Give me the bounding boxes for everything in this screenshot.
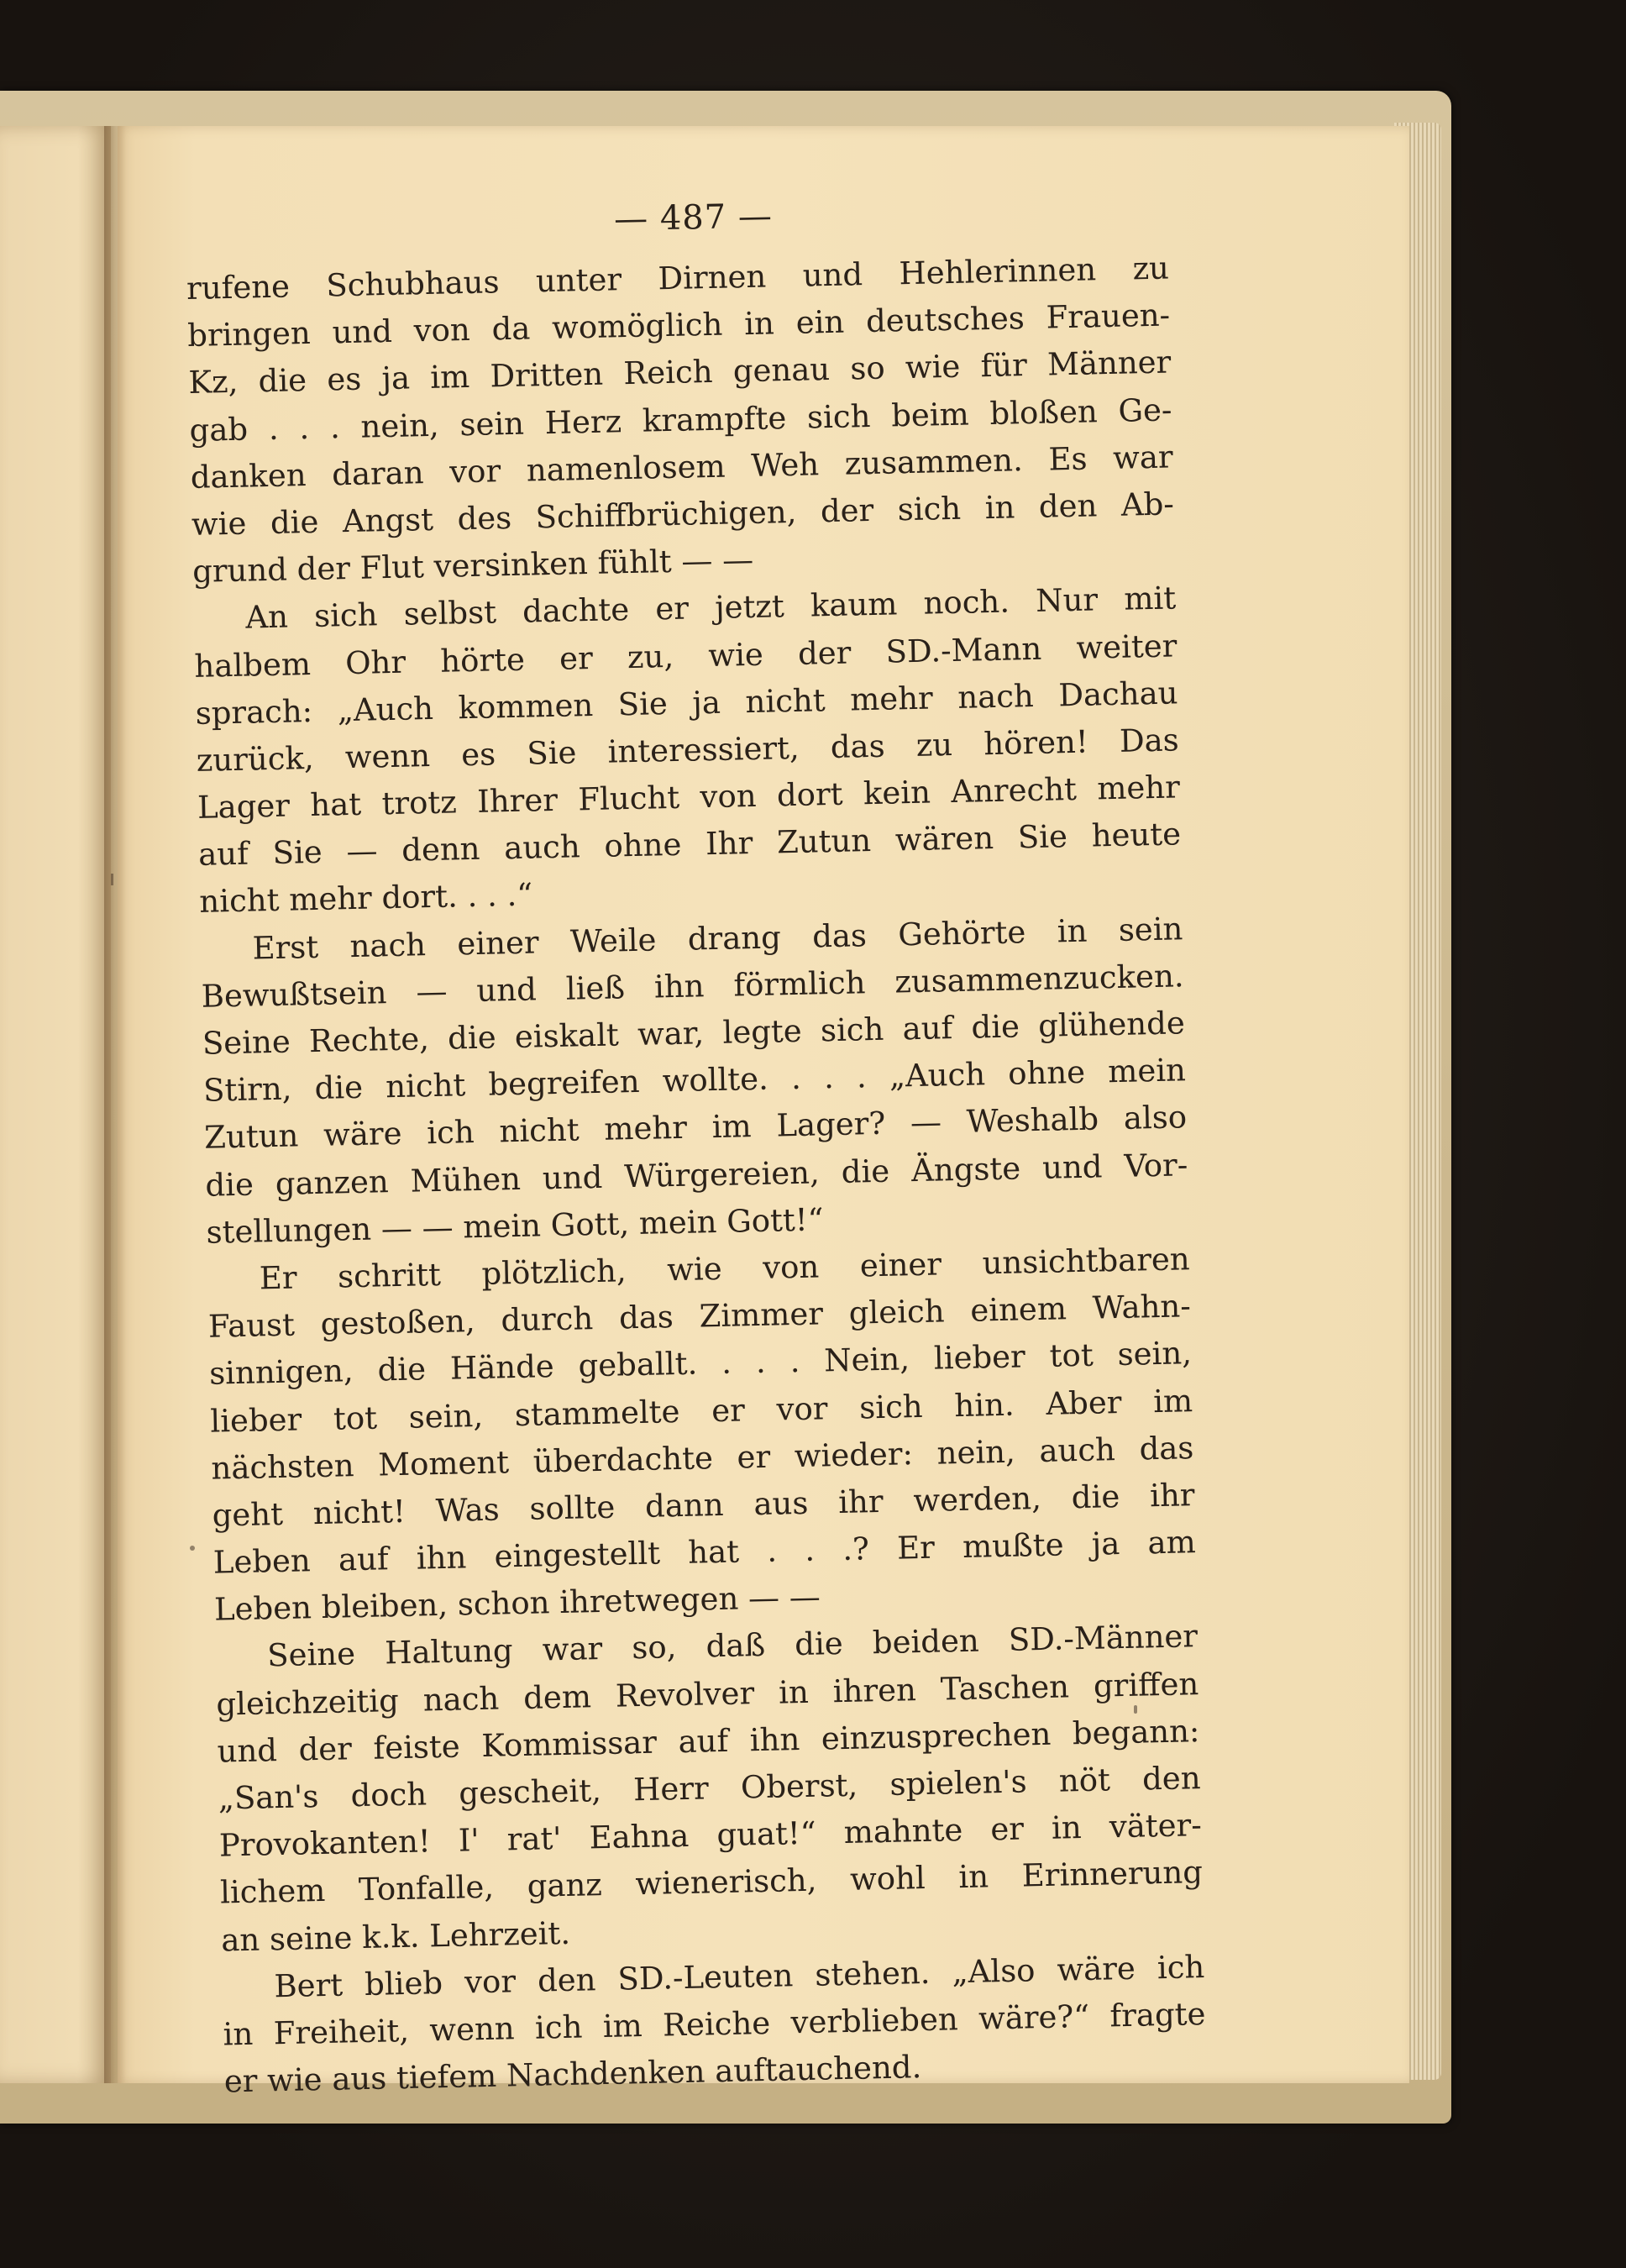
text-line: Zutun wäre ich nicht mehr im Lager? — Weshalb also [203,1099,1188,1157]
text-line: Bewußtsein — und ließ ihn förmlich zusammenzucken. [201,958,1184,1015]
text-line: Seine Haltung war so, daß die beiden SD.-Männer [266,1618,1199,1674]
text-line: Stirn, die nicht begreifen wollte. . . . „Auch ohne mein [202,1052,1187,1109]
page-number: — 487 — [613,197,774,239]
text-line: Leben bleiben, schon ihretwegen — — [213,1578,821,1628]
text-line: Provokanten! I' rat' Eahna guat!“ mahnte er in väter- [218,1807,1203,1864]
text-line: die ganzen Mühen und Würgereien, die Ängste und Vor- [205,1146,1188,1204]
page-text-block [185,182,1207,2105]
text-line: lieber tot sein, stammelte er vor sich hin. Aber im [209,1382,1193,1440]
text-line: grund der Flut versinken fühlt — — [191,542,754,591]
text-line: zurück, wenn es Sie interessiert, das zu hören! Das [196,722,1180,779]
text-line: und der feiste Kommissar auf ihn einzusprechen begann: [217,1712,1200,1770]
book-gutter [104,126,126,2083]
text-line: halbem Ohr hörte er zu, wie der SD.-Mann weiter [194,627,1178,685]
text-line: in Freiheit, wenn ich im Reiche verblieben wäre?“ fragte [223,1995,1206,2053]
text-line: wie die Angst des Schiffbrüchigen, der sich in den Ab- [191,486,1175,543]
text-line: rufene Schubhaus unter Dirnen und Hehlerinnen zu [186,249,1170,307]
text-line: Lager hat trotz Ihrer Flucht von dort kein Anrecht mehr [197,769,1181,826]
body-text [186,244,1208,2105]
text-line: Faust gestoßen, durch das Zimmer gleich einem Wahn- [207,1288,1192,1345]
text-line: gleichzeitig nach dem Revolver in ihren Taschen griffen [215,1665,1199,1723]
text-line: gab . . . nein, sein Herz krampfte sich beim bloßen Ge- [189,391,1172,449]
paper-speck [190,1546,195,1551]
left-page [0,126,111,2083]
text-line: danken daran vor namenlosem Weh zusammen. Es war [190,438,1174,496]
text-line: Seine Rechte, die eiskalt war, legte sich auf die glühende [202,1005,1186,1062]
text-line: Erst nach einer Weile drang das Gehörte in sein [252,910,1183,967]
text-line: stellungen — — mein Gott, mein Gott!“ [206,1201,824,1251]
text-line: er wie aus tiefem Nachdenken auftauchend. [223,2049,922,2100]
text-line: sprach: „Auch kommen Sie ja nicht mehr nach Dachau [195,675,1178,732]
text-line: Bert blieb vor den SD.-Leuten stehen. „Also wäre ich [274,1948,1205,2004]
text-line: bringen und von da womöglich in ein deutsches Frauen- [186,297,1171,354]
text-line: auf Sie — denn auch ohne Ihr Zutun wären Sie heute [197,816,1182,874]
text-line: lichem Tonfalle, ganz wienerisch, wohl in Erinnerung [219,1854,1204,1911]
text-line: geht nicht! Was sollte dann aus ihr werden, die ihr [212,1477,1195,1534]
text-line: nicht mehr dort. . . .“ [198,876,533,921]
text-line: Leben auf ihn eingestellt hat . . .? Er mußte ja am [212,1524,1197,1581]
text-line: sinnigen, die Hände geballt. . . . Nein, lieber tot sein, [208,1335,1193,1393]
text-line: Kz, die es ja im Dritten Reich genau so wie für Männer [188,344,1172,402]
text-line: Er schritt plötzlich, wie von einer unsichtbaren [259,1241,1191,1297]
text-line: „San's doch gescheit, Herr Oberst, spielen's nöt den [218,1760,1201,1817]
text-line: an seine k.k. Lehrzeit. [220,1914,571,1959]
text-line: An sich selbst dachte er jetzt kaum noch. Nur mit [244,580,1177,636]
text-line: nächsten Moment überdachte er wieder: nein, auch das [211,1429,1194,1487]
